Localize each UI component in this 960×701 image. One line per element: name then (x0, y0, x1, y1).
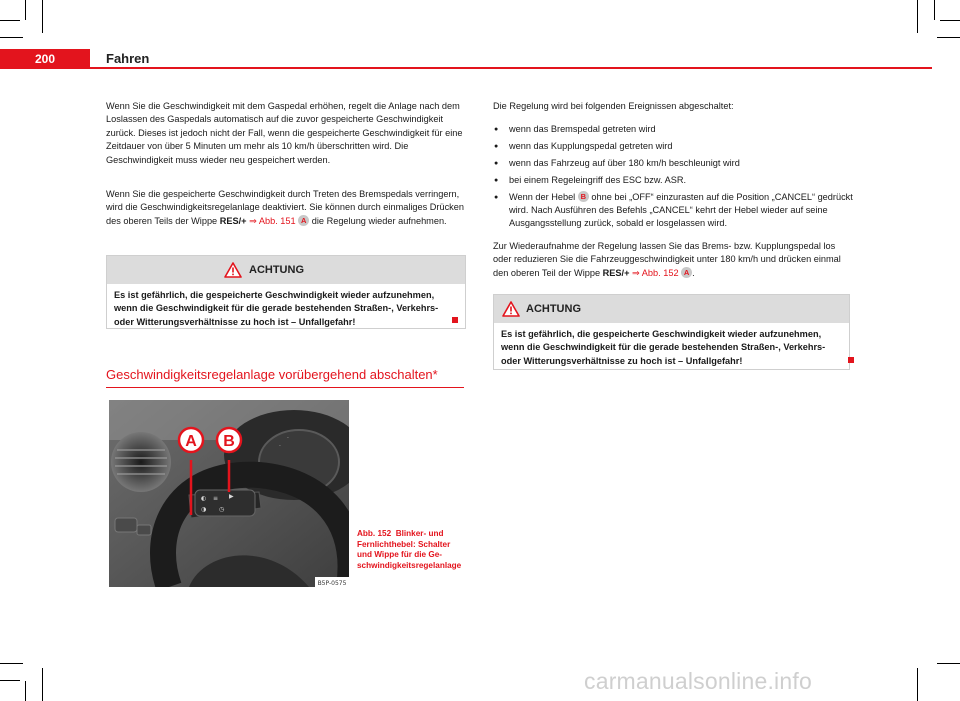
figure-label-a: A (185, 433, 197, 450)
crop-mark (934, 0, 935, 20)
svg-text:≡: ≡ (213, 495, 219, 502)
paragraph-2-tail: die Regelung wieder aufnehmen. (311, 215, 447, 226)
crop-mark (0, 663, 23, 664)
list-item (493, 191, 858, 231)
warning-triangle-icon (502, 301, 520, 317)
key-res-plus: RES/+ (219, 215, 247, 226)
warning-header (494, 295, 849, 323)
section-heading: Geschwindigkeitsregelanlage vorübergehend abschalten* (106, 367, 438, 382)
resume-paragraph (493, 240, 853, 280)
paragraph-2-text: Wenn Sie die gespeicherte Geschwindigkeit durch Treten des Bremspedals verringern, wird die Geschwindigkeitsregelanlage deaktiviert. Sie können durch einmaliges Drücken des oberen Teils der Wippe (106, 189, 464, 226)
crop-mark (42, 668, 43, 701)
warning-text: Es ist gefährlich, die gespeicherte Geschwindigkeit wieder aufzunehmen, wenn die Geschwindigkeit für die gerade bestehenden Straßen-, Verkehrs- oder Witterungsverhältnisse zu hoch ist – Unfallgefahr! (114, 290, 439, 327)
figure-steering-wheel (109, 400, 349, 587)
list-item: ● wenn das Bremspedal getreten wird (493, 123, 858, 136)
section-end-marker (848, 357, 854, 363)
section-heading-rule (106, 387, 464, 388)
figure-label-b: B (223, 433, 235, 450)
crop-mark (940, 20, 960, 21)
paragraph-2 (106, 188, 466, 228)
list-item: ● wenn das Kupplungspedal getreten wird (493, 140, 858, 153)
warning-box-right (493, 294, 850, 370)
deactivation-list (493, 123, 858, 234)
crop-mark (917, 0, 918, 33)
svg-text:▶: ▶ (229, 493, 234, 500)
crop-mark (25, 681, 26, 701)
crop-mark (0, 20, 20, 21)
figure-reference-link[interactable]: ⇒ Abb. 152 (632, 267, 679, 278)
paragraph-1 (106, 100, 466, 167)
section-end-marker (452, 317, 458, 323)
header-rule (90, 67, 932, 69)
callout-badge-a: A (681, 267, 692, 278)
figure-caption-number: Abb. 152 (357, 529, 392, 538)
chapter-title: Fahren (106, 51, 150, 66)
warning-title: ACHTUNG (249, 264, 304, 276)
crop-mark (0, 680, 20, 681)
crop-mark (0, 37, 23, 38)
right-intro: Die Regelung wird bei folgenden Ereignissen abgeschaltet: (493, 101, 734, 111)
list-item-text: Wenn der Hebel (509, 191, 576, 202)
resume-text: Zur Wiederaufnahme der Regelung lassen Sie das Brems- bzw. Kupplungspedal los oder reduzieren Sie die Fahrzeuggeschwindigkeit unter 180 km/h und drücken einmal den oberen Teil der Wippe (493, 241, 841, 278)
key-res-plus: RES/+ (602, 267, 630, 278)
resume-tail: . (692, 267, 695, 278)
callout-badge-a: A (298, 215, 309, 226)
steering-column-illustration (109, 400, 349, 587)
crop-mark (917, 668, 918, 701)
paragraph-1-text: Wenn Sie die Geschwindigkeit mit dem Gaspedal erhöhen, regelt die Anlage nach dem Loslassen des Gaspedals automatisch auf die zuvor gespeicherte Geschwindigkeit zurück. Dieses ist jedoch nicht der Fall, wenn die gespeicherte Geschwindigkeit für eine Zeitdauer von über 5 Minuten um mehr als 10 km/h überschritten wird. Die Geschwindigkeit muss wieder neu gespeichert werden. (106, 101, 463, 165)
page-number: 200 (35, 52, 56, 66)
warning-triangle-icon (224, 262, 242, 278)
list-item: ● wenn das Fahrzeug auf über 180 km/h beschleunigt wird (493, 157, 858, 170)
crop-mark (25, 0, 26, 20)
figure-reference-link[interactable]: ⇒ Abb. 151 (249, 215, 296, 226)
figure-caption-text: Blinker- und Fernlichthebel: Schalter und Wippe für die Geschwindigkeitsregelanlage (357, 529, 462, 570)
warning-header (107, 256, 465, 284)
crop-mark (42, 0, 43, 33)
crop-mark (937, 37, 960, 38)
callout-badge-b: B (578, 191, 589, 202)
figure-code: B5P-0575 (317, 580, 347, 587)
svg-text:◐: ◐ (201, 495, 207, 502)
svg-text:·: · (287, 435, 289, 442)
crop-mark (937, 663, 960, 664)
svg-text:◷: ◷ (219, 506, 225, 513)
list-item: ● bei einem Regeleingriff des ESC bzw. ASR. (493, 174, 858, 187)
watermark: carmanualsonline.info (584, 668, 812, 694)
warning-box-left (106, 255, 466, 329)
svg-text:-: - (269, 461, 272, 468)
list-item-tail: ohne bei „OFF“ einzurasten auf die Position „CANCEL“ gedrückt wird. Nach Ausführen des Befehls „CANCEL“ kehrt der Hebel wieder auf seine Ausgangsstellung zurück, sobald er losgelassen wird. (509, 191, 853, 229)
warning-text: Es ist gefährlich, die gespeicherte Geschwindigkeit wieder aufzunehmen, wenn die Geschwindigkeit für die gerade bestehenden Straßen-, Verkehrs- oder Witterungsverhältnisse zu hoch ist – Unfallgefahr! (501, 329, 826, 366)
figure-caption (357, 529, 467, 571)
warning-title: ACHTUNG (526, 303, 581, 315)
svg-text:·: · (279, 443, 281, 450)
svg-text:◑: ◑ (201, 506, 207, 513)
